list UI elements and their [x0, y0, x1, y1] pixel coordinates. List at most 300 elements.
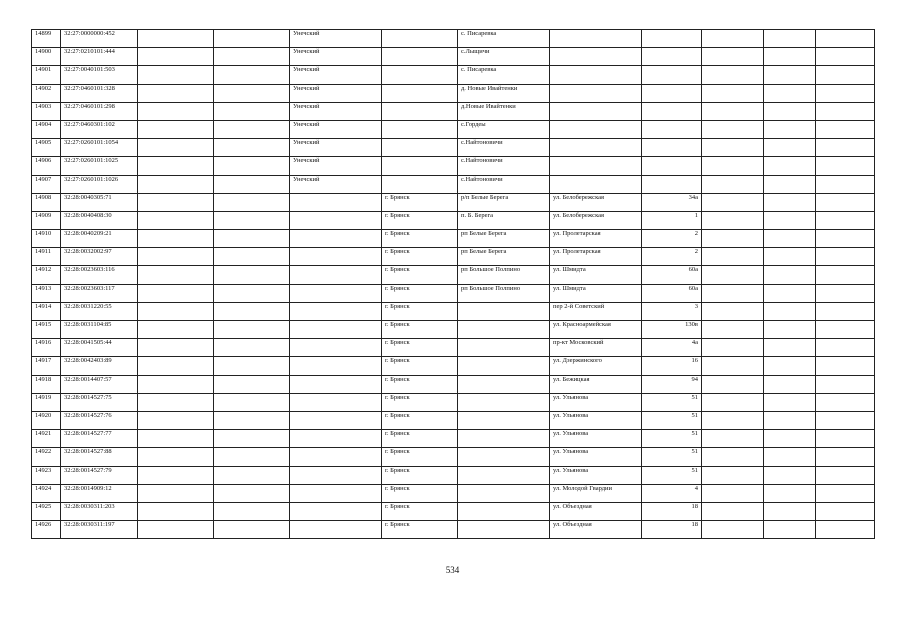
cell-col-10 [702, 411, 764, 429]
cell-city [382, 66, 458, 84]
cell-col-3 [138, 393, 214, 411]
cell-district [290, 230, 382, 248]
cell-row-number: 14925 [32, 502, 61, 520]
cell-cadastral-number: 32:28:0014909:12 [61, 484, 138, 502]
cell-row-number: 14900 [32, 48, 61, 66]
cell-street: ул. Пролетарская [550, 230, 642, 248]
cell-settlement [458, 521, 550, 539]
cell-col-3 [138, 157, 214, 175]
cell-col-4 [214, 66, 290, 84]
cell-col-4 [214, 48, 290, 66]
table-row [32, 230, 875, 248]
cell-col-3 [138, 102, 214, 120]
table-row [32, 393, 875, 411]
table-row [32, 84, 875, 102]
cell-settlement [458, 375, 550, 393]
cell-col-10 [702, 357, 764, 375]
cell-col-12 [816, 211, 875, 229]
cell-col-12 [816, 502, 875, 520]
cell-col-10 [702, 393, 764, 411]
cell-house-number: 51 [642, 411, 702, 429]
cell-street [550, 30, 642, 48]
cell-district [290, 193, 382, 211]
cell-house-number [642, 139, 702, 157]
cell-settlement [458, 357, 550, 375]
cell-house-number: 3 [642, 302, 702, 320]
cell-col-12 [816, 484, 875, 502]
cell-col-10 [702, 48, 764, 66]
cell-street [550, 48, 642, 66]
cell-col-10 [702, 120, 764, 138]
cell-cadastral-number: 32:27:0040101:503 [61, 66, 138, 84]
cell-street: ул. Дзержинского [550, 357, 642, 375]
cell-district: Унечский [290, 157, 382, 175]
cell-col-12 [816, 466, 875, 484]
cell-col-4 [214, 448, 290, 466]
cell-col-10 [702, 266, 764, 284]
cell-col-11 [764, 30, 816, 48]
cell-row-number: 14917 [32, 357, 61, 375]
cell-col-10 [702, 102, 764, 120]
cell-cadastral-number: 32:27:0260101:1054 [61, 139, 138, 157]
cell-col-12 [816, 84, 875, 102]
cell-cadastral-number: 32:27:0460101:328 [61, 84, 138, 102]
cell-col-12 [816, 339, 875, 357]
cell-col-12 [816, 266, 875, 284]
cell-city: г. Брянск [382, 466, 458, 484]
cell-col-3 [138, 302, 214, 320]
table-row [32, 448, 875, 466]
cell-col-11 [764, 230, 816, 248]
cell-street: ул. Объездная [550, 502, 642, 520]
cell-street [550, 139, 642, 157]
cell-col-3 [138, 321, 214, 339]
cell-col-12 [816, 66, 875, 84]
cell-col-4 [214, 266, 290, 284]
cell-col-4 [214, 339, 290, 357]
cell-row-number: 14901 [32, 66, 61, 84]
cell-col-11 [764, 266, 816, 284]
cell-col-4 [214, 411, 290, 429]
cell-street: ул. Ульянова [550, 411, 642, 429]
cell-cadastral-number: 32:28:0031104:85 [61, 321, 138, 339]
cell-row-number: 14902 [32, 84, 61, 102]
cell-col-11 [764, 521, 816, 539]
cell-city: г. Брянск [382, 339, 458, 357]
table-row [32, 484, 875, 502]
cell-city [382, 48, 458, 66]
cell-col-10 [702, 502, 764, 520]
table-row [32, 302, 875, 320]
cell-district: Унечский [290, 84, 382, 102]
cell-col-4 [214, 102, 290, 120]
cell-col-10 [702, 248, 764, 266]
cell-col-10 [702, 466, 764, 484]
cell-street [550, 175, 642, 193]
cell-district: Унечский [290, 30, 382, 48]
cell-street [550, 66, 642, 84]
cell-col-11 [764, 175, 816, 193]
cell-col-3 [138, 375, 214, 393]
cell-city: г. Брянск [382, 321, 458, 339]
cell-street: ул. Шмидта [550, 284, 642, 302]
table-row [32, 157, 875, 175]
cell-col-4 [214, 502, 290, 520]
cell-col-11 [764, 357, 816, 375]
cell-col-12 [816, 357, 875, 375]
cell-col-4 [214, 484, 290, 502]
cell-house-number: 2 [642, 248, 702, 266]
cell-col-11 [764, 284, 816, 302]
cell-street: ул. Ульянова [550, 466, 642, 484]
cell-col-11 [764, 157, 816, 175]
cell-col-12 [816, 175, 875, 193]
cell-settlement: д.Новые Ивайтенки [458, 102, 550, 120]
cell-street: ул. Белобережская [550, 211, 642, 229]
cell-row-number: 14908 [32, 193, 61, 211]
cell-row-number: 14903 [32, 102, 61, 120]
cell-row-number: 14910 [32, 230, 61, 248]
table-row [32, 466, 875, 484]
cell-district: Унечский [290, 102, 382, 120]
cell-settlement: с.Найтоновичи [458, 175, 550, 193]
cell-cadastral-number: 32:28:0014527:77 [61, 430, 138, 448]
cell-cadastral-number: 32:28:0040408:30 [61, 211, 138, 229]
cell-row-number: 14905 [32, 139, 61, 157]
cell-city: г. Брянск [382, 484, 458, 502]
cell-col-3 [138, 466, 214, 484]
cell-row-number: 14921 [32, 430, 61, 448]
cell-row-number: 14915 [32, 321, 61, 339]
cell-city: г. Брянск [382, 393, 458, 411]
cell-col-4 [214, 30, 290, 48]
cell-city: г. Брянск [382, 448, 458, 466]
cell-col-3 [138, 30, 214, 48]
cell-col-11 [764, 393, 816, 411]
table-row [32, 521, 875, 539]
cell-street: ул. Красноармейская [550, 321, 642, 339]
cell-cadastral-number: 32:28:0042403:89 [61, 357, 138, 375]
cell-street: ул. Ульянова [550, 448, 642, 466]
cell-col-11 [764, 48, 816, 66]
cell-cadastral-number: 32:28:0032002:97 [61, 248, 138, 266]
cell-col-4 [214, 284, 290, 302]
cell-city [382, 120, 458, 138]
cell-col-3 [138, 411, 214, 429]
table-row [32, 48, 875, 66]
cell-street: пр-кт Московский [550, 339, 642, 357]
cell-col-12 [816, 120, 875, 138]
table-row [32, 30, 875, 48]
cell-row-number: 14911 [32, 248, 61, 266]
cell-settlement: с.Найтоновичи [458, 139, 550, 157]
cell-col-10 [702, 484, 764, 502]
cell-city: г. Брянск [382, 193, 458, 211]
table-row [32, 284, 875, 302]
cell-col-4 [214, 139, 290, 157]
cell-street: ул. Молодой Гвардии [550, 484, 642, 502]
cell-cadastral-number: 32:28:0014527:79 [61, 466, 138, 484]
cell-settlement [458, 448, 550, 466]
cell-city: г. Брянск [382, 375, 458, 393]
cell-col-3 [138, 502, 214, 520]
cell-col-12 [816, 30, 875, 48]
cell-cadastral-number: 32:28:0031220:55 [61, 302, 138, 320]
cell-house-number: 51 [642, 448, 702, 466]
cell-row-number: 14926 [32, 521, 61, 539]
cell-settlement: д. Новые Ивайтенки [458, 84, 550, 102]
cell-street: ул. Ульянова [550, 393, 642, 411]
cell-col-12 [816, 448, 875, 466]
cell-district [290, 211, 382, 229]
table-body [32, 30, 875, 539]
cell-city [382, 84, 458, 102]
cell-col-11 [764, 448, 816, 466]
cell-house-number [642, 157, 702, 175]
cell-city: г. Брянск [382, 211, 458, 229]
cell-col-4 [214, 430, 290, 448]
cell-city: г. Брянск [382, 302, 458, 320]
cell-col-12 [816, 284, 875, 302]
table-row [32, 193, 875, 211]
cell-col-10 [702, 284, 764, 302]
cell-col-4 [214, 211, 290, 229]
cell-house-number: 4а [642, 339, 702, 357]
cell-district [290, 266, 382, 284]
cell-settlement: с. Писаревка [458, 66, 550, 84]
cell-col-4 [214, 357, 290, 375]
cell-col-11 [764, 248, 816, 266]
cell-district [290, 284, 382, 302]
cell-street: ул. Бежицкая [550, 375, 642, 393]
cell-col-10 [702, 139, 764, 157]
table-row [32, 339, 875, 357]
cell-cadastral-number: 32:28:0014527:76 [61, 411, 138, 429]
cell-col-3 [138, 248, 214, 266]
cell-district [290, 466, 382, 484]
cell-row-number: 14904 [32, 120, 61, 138]
cell-district [290, 502, 382, 520]
table-row [32, 102, 875, 120]
cell-city: г. Брянск [382, 266, 458, 284]
cell-city: г. Брянск [382, 411, 458, 429]
cell-col-4 [214, 120, 290, 138]
cell-col-4 [214, 521, 290, 539]
cell-settlement: с.Найтоновичи [458, 157, 550, 175]
cell-row-number: 14913 [32, 284, 61, 302]
cell-col-11 [764, 321, 816, 339]
cell-col-3 [138, 284, 214, 302]
cell-col-12 [816, 411, 875, 429]
cell-house-number: 130в [642, 321, 702, 339]
cell-col-4 [214, 193, 290, 211]
cell-house-number [642, 175, 702, 193]
cell-settlement [458, 502, 550, 520]
cell-city: г. Брянск [382, 430, 458, 448]
cell-house-number [642, 66, 702, 84]
cell-col-3 [138, 66, 214, 84]
cell-col-4 [214, 157, 290, 175]
cell-city [382, 102, 458, 120]
table-row [32, 321, 875, 339]
cell-district [290, 393, 382, 411]
cell-col-10 [702, 84, 764, 102]
table-row [32, 266, 875, 284]
cell-district [290, 484, 382, 502]
cell-col-12 [816, 248, 875, 266]
cell-cadastral-number: 32:28:0014527:88 [61, 448, 138, 466]
cell-house-number: 60а [642, 266, 702, 284]
cell-settlement: рп Белые Берега [458, 248, 550, 266]
cell-street: ул. Белобережская [550, 193, 642, 211]
cell-house-number: 94 [642, 375, 702, 393]
cell-row-number: 14919 [32, 393, 61, 411]
cell-col-10 [702, 211, 764, 229]
cell-house-number: 51 [642, 393, 702, 411]
cell-row-number: 14906 [32, 157, 61, 175]
cell-row-number: 14909 [32, 211, 61, 229]
cell-row-number: 14914 [32, 302, 61, 320]
cell-street: ул. Ульянова [550, 430, 642, 448]
cell-city: г. Брянск [382, 230, 458, 248]
cell-row-number: 14920 [32, 411, 61, 429]
cell-city [382, 30, 458, 48]
cell-col-3 [138, 430, 214, 448]
cell-col-3 [138, 357, 214, 375]
cell-house-number: 16 [642, 357, 702, 375]
cell-col-10 [702, 321, 764, 339]
cell-col-12 [816, 230, 875, 248]
table-row [32, 66, 875, 84]
cell-settlement [458, 411, 550, 429]
cell-col-11 [764, 466, 816, 484]
cell-street [550, 102, 642, 120]
cell-settlement [458, 393, 550, 411]
cell-cadastral-number: 32:28:0023603:117 [61, 284, 138, 302]
cell-cadastral-number: 32:27:0260101:1025 [61, 157, 138, 175]
cell-city: г. Брянск [382, 248, 458, 266]
cell-col-11 [764, 139, 816, 157]
table-row [32, 357, 875, 375]
cell-col-10 [702, 66, 764, 84]
cell-street [550, 157, 642, 175]
cell-house-number [642, 102, 702, 120]
cell-col-11 [764, 430, 816, 448]
cell-settlement [458, 430, 550, 448]
table-row [32, 175, 875, 193]
cell-cadastral-number: 32:27:0000000:452 [61, 30, 138, 48]
cell-col-11 [764, 211, 816, 229]
cell-col-4 [214, 175, 290, 193]
cell-settlement: с. Писаревка [458, 30, 550, 48]
cell-col-4 [214, 248, 290, 266]
cell-house-number [642, 84, 702, 102]
cell-col-10 [702, 302, 764, 320]
cell-col-10 [702, 430, 764, 448]
cell-street: пер 2-й Советский [550, 302, 642, 320]
cell-col-12 [816, 430, 875, 448]
table-row [32, 502, 875, 520]
cell-col-4 [214, 375, 290, 393]
registry-table [31, 29, 875, 539]
cell-house-number: 60а [642, 284, 702, 302]
cell-settlement [458, 339, 550, 357]
cell-street: ул. Пролетарская [550, 248, 642, 266]
cell-house-number: 2 [642, 230, 702, 248]
cell-col-3 [138, 193, 214, 211]
cell-col-11 [764, 502, 816, 520]
cell-col-12 [816, 393, 875, 411]
cell-cadastral-number: 32:28:0030311:197 [61, 521, 138, 539]
cell-col-11 [764, 484, 816, 502]
cell-col-12 [816, 375, 875, 393]
cell-cadastral-number: 32:28:0040305:71 [61, 193, 138, 211]
cell-district: Унечский [290, 48, 382, 66]
cell-col-12 [816, 521, 875, 539]
cell-house-number: 18 [642, 502, 702, 520]
cell-city [382, 157, 458, 175]
cell-house-number [642, 48, 702, 66]
cell-col-10 [702, 521, 764, 539]
cell-cadastral-number: 32:28:0014527:75 [61, 393, 138, 411]
cell-city: г. Брянск [382, 284, 458, 302]
cell-col-3 [138, 448, 214, 466]
table-row [32, 211, 875, 229]
cell-district [290, 430, 382, 448]
cell-district: Унечский [290, 139, 382, 157]
table-row [32, 375, 875, 393]
cell-district [290, 375, 382, 393]
cell-col-10 [702, 175, 764, 193]
cell-settlement [458, 466, 550, 484]
cell-cadastral-number: 32:27:0210101:444 [61, 48, 138, 66]
cell-settlement [458, 302, 550, 320]
cell-col-4 [214, 302, 290, 320]
cell-district [290, 248, 382, 266]
cell-col-11 [764, 302, 816, 320]
cell-col-11 [764, 66, 816, 84]
cell-col-10 [702, 30, 764, 48]
cell-settlement: рп Большое Полпино [458, 266, 550, 284]
cell-house-number: 34а [642, 193, 702, 211]
cell-col-3 [138, 139, 214, 157]
cell-district [290, 302, 382, 320]
cell-district [290, 339, 382, 357]
cell-cadastral-number: 32:27:0460101:298 [61, 102, 138, 120]
cell-city: г. Брянск [382, 357, 458, 375]
cell-cadastral-number: 32:28:0041505:44 [61, 339, 138, 357]
cell-col-3 [138, 521, 214, 539]
cell-col-11 [764, 339, 816, 357]
cell-col-12 [816, 102, 875, 120]
cell-row-number: 14912 [32, 266, 61, 284]
table-row [32, 430, 875, 448]
cell-col-12 [816, 139, 875, 157]
cell-col-10 [702, 157, 764, 175]
cell-col-3 [138, 120, 214, 138]
cell-col-4 [214, 466, 290, 484]
cell-city: г. Брянск [382, 502, 458, 520]
cell-settlement: рп Большое Полпино [458, 284, 550, 302]
cell-district: Унечский [290, 66, 382, 84]
cell-col-10 [702, 230, 764, 248]
cell-col-10 [702, 448, 764, 466]
cell-street [550, 84, 642, 102]
cell-settlement: р/п Белые Берега [458, 193, 550, 211]
cell-col-3 [138, 84, 214, 102]
cell-cadastral-number: 32:27:0260101:1026 [61, 175, 138, 193]
cell-col-10 [702, 193, 764, 211]
